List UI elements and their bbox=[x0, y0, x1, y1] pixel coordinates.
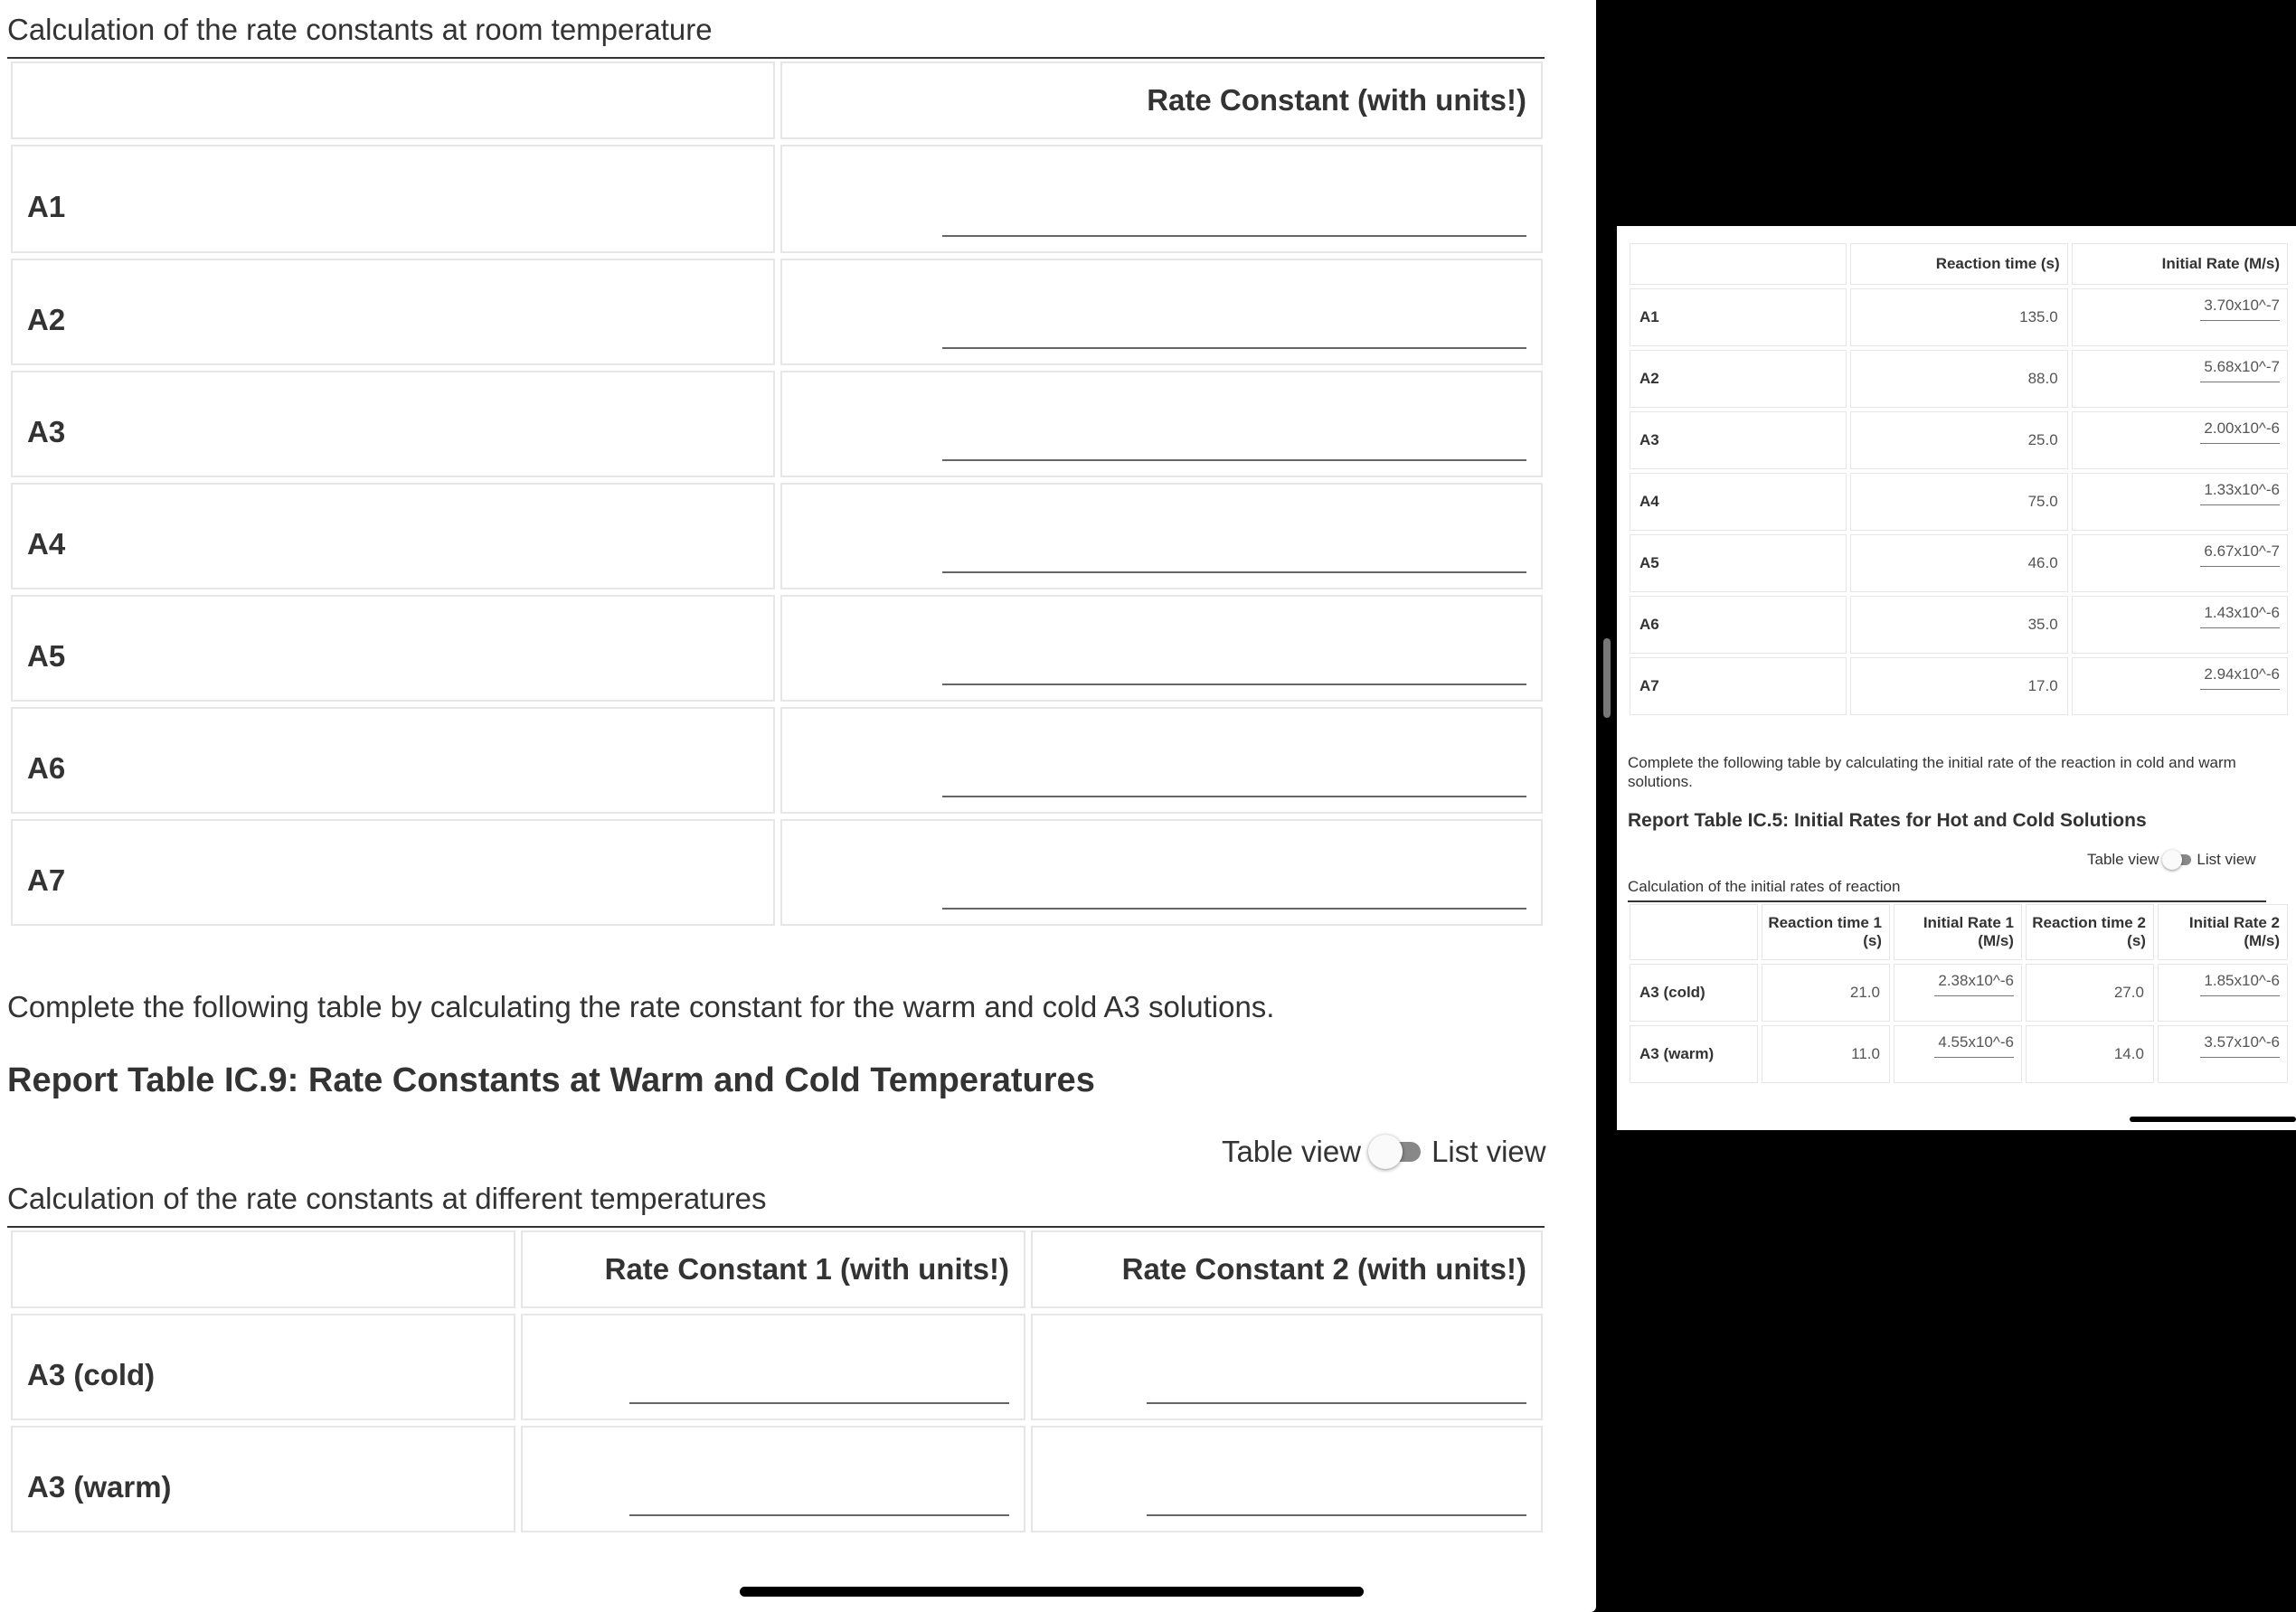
initial-rate-cell bbox=[2072, 350, 2288, 408]
warm-cold-rate-table bbox=[5, 1225, 1548, 1538]
view-toggle-switch[interactable] bbox=[1368, 1135, 1424, 1169]
reaction-time-value: 17.0 bbox=[1850, 657, 2067, 715]
initial-rate-2-value[interactable]: 1.85x10^-6 bbox=[2200, 972, 2280, 996]
initial-rate-2-header: Initial Rate 2 (M/s) bbox=[2158, 904, 2288, 960]
right-pane bbox=[1617, 226, 2296, 1130]
table-corner-cell bbox=[1630, 243, 1847, 285]
rate-constant-input-a1[interactable] bbox=[942, 235, 1526, 237]
rate-constant-2-cell-cold bbox=[1031, 1314, 1543, 1420]
rate-constant-input-a7[interactable] bbox=[942, 908, 1526, 910]
view-toggle bbox=[2087, 850, 2256, 870]
split-view-handle[interactable] bbox=[1603, 638, 1611, 718]
reaction-time-value: 25.0 bbox=[1850, 411, 2067, 469]
rate-constant-cell-a4 bbox=[780, 483, 1543, 589]
table-row bbox=[1630, 964, 2288, 1022]
view-toggle bbox=[1222, 1135, 1546, 1169]
table-header-row bbox=[1630, 904, 2288, 960]
table-row bbox=[1630, 350, 2288, 408]
table-row bbox=[11, 371, 1543, 477]
row-label-a7: A7 bbox=[11, 819, 775, 926]
rate-constant-cell-a7 bbox=[780, 819, 1543, 926]
row-label: A3 bbox=[1630, 411, 1847, 469]
initial-rate-table bbox=[1626, 240, 2291, 719]
table-row bbox=[1630, 1025, 2288, 1083]
rate-constant-input-a5[interactable] bbox=[942, 683, 1526, 685]
row-label: A3 (cold) bbox=[1630, 964, 1758, 1022]
row-label: A3 (warm) bbox=[1630, 1025, 1758, 1083]
table-row bbox=[1630, 411, 2288, 469]
initial-rate-cell bbox=[2072, 473, 2288, 531]
rate-constant-cell-a1 bbox=[780, 145, 1543, 253]
rate-constant-1-header: Rate Constant 1 (with units!) bbox=[521, 1230, 1025, 1308]
row-label-a3-cold: A3 (cold) bbox=[11, 1314, 515, 1420]
initial-rate-cell bbox=[2072, 411, 2288, 469]
initial-rate-1-value[interactable]: 2.38x10^-6 bbox=[1934, 972, 2014, 996]
initial-rates-caption: Calculation of the initial rates of reaction bbox=[1628, 878, 1901, 895]
table-row bbox=[1630, 288, 2288, 346]
initial-rate-2-cell bbox=[2158, 964, 2288, 1022]
rate-constant-header: Rate Constant (with units!) bbox=[780, 61, 1543, 139]
initial-rate-cell bbox=[2072, 657, 2288, 715]
rate-constant-1-cell-cold bbox=[521, 1314, 1025, 1420]
rate-constant-input-a3[interactable] bbox=[942, 459, 1526, 461]
table-row bbox=[1630, 657, 2288, 715]
table-view-label: Table view bbox=[2087, 851, 2159, 868]
table-row bbox=[1630, 473, 2288, 531]
reaction-time-header: Reaction time (s) bbox=[1850, 243, 2067, 285]
reaction-time-1-value: 11.0 bbox=[1762, 1025, 1890, 1083]
reaction-time-value: 75.0 bbox=[1850, 473, 2067, 531]
initial-rate-cell bbox=[2072, 596, 2288, 654]
table-row bbox=[11, 819, 1543, 926]
rate-constant-cell-a6 bbox=[780, 707, 1543, 814]
rate-constant-1-input-warm[interactable] bbox=[629, 1514, 1009, 1516]
row-label: A4 bbox=[1630, 473, 1847, 531]
initial-rate-cell bbox=[2072, 534, 2288, 592]
rate-constant-1-cell-warm bbox=[521, 1426, 1025, 1532]
table-header-row bbox=[11, 61, 1543, 139]
instruction-text: Complete the following table by calculating the rate constant for the warm and cold A3 solutions. bbox=[7, 990, 1275, 1023]
rate-constant-cell-a5 bbox=[780, 595, 1543, 702]
table-row bbox=[1630, 534, 2288, 592]
view-toggle-switch[interactable] bbox=[2162, 850, 2193, 870]
initial-rate-1-cell bbox=[1894, 964, 2022, 1022]
row-label: A2 bbox=[1630, 350, 1847, 408]
rate-constant-cell-a2 bbox=[780, 259, 1543, 365]
table-header-row bbox=[11, 1230, 1543, 1308]
home-indicator[interactable] bbox=[740, 1587, 1364, 1597]
reaction-time-2-value: 27.0 bbox=[2026, 964, 2154, 1022]
reaction-time-1-header: Reaction time 1 (s) bbox=[1762, 904, 1890, 960]
room-temp-caption: Calculation of the rate constants at room temperature bbox=[7, 13, 713, 46]
initial-rate-value[interactable]: 2.94x10^-6 bbox=[2200, 665, 2280, 690]
initial-rate-2-value[interactable]: 3.57x10^-6 bbox=[2200, 1033, 2280, 1058]
table-corner-cell bbox=[11, 61, 775, 139]
rate-constant-input-a4[interactable] bbox=[942, 571, 1526, 573]
initial-rate-value[interactable]: 2.00x10^-6 bbox=[2200, 419, 2280, 444]
home-indicator[interactable] bbox=[2130, 1117, 2296, 1122]
list-view-label: List view bbox=[2197, 851, 2256, 868]
report-table-title: Report Table IC.9: Rate Constants at Warm and Cold Temperatures bbox=[7, 1061, 1095, 1099]
table-row bbox=[11, 483, 1543, 589]
initial-rate-1-cell bbox=[1894, 1025, 2022, 1083]
rate-constant-1-input-cold[interactable] bbox=[629, 1402, 1009, 1404]
reaction-time-2-value: 14.0 bbox=[2026, 1025, 2154, 1083]
reaction-time-value: 35.0 bbox=[1850, 596, 2067, 654]
table-row bbox=[11, 707, 1543, 814]
row-label: A6 bbox=[1630, 596, 1847, 654]
initial-rate-2-cell bbox=[2158, 1025, 2288, 1083]
initial-rate-value[interactable]: 1.33x10^-6 bbox=[2200, 481, 2280, 505]
report-table-title: Report Table IC.5: Initial Rates for Hot and Cold Solutions bbox=[1628, 810, 2147, 831]
table-row bbox=[11, 145, 1543, 253]
initial-rate-cell bbox=[2072, 288, 2288, 346]
rate-constant-2-header: Rate Constant 2 (with units!) bbox=[1031, 1230, 1543, 1308]
rate-constant-2-cell-warm bbox=[1031, 1426, 1543, 1532]
reaction-time-2-header: Reaction time 2 (s) bbox=[2026, 904, 2154, 960]
instruction-text: Complete the following table by calculating the initial rate of the reaction in cold and warm solutions. bbox=[1628, 754, 2236, 790]
different-temp-caption: Calculation of the rate constants at different temperatures bbox=[7, 1182, 767, 1215]
table-row bbox=[11, 1314, 1543, 1420]
row-label-a3-warm: A3 (warm) bbox=[11, 1426, 515, 1532]
row-label: A7 bbox=[1630, 657, 1847, 715]
row-label-a5: A5 bbox=[11, 595, 775, 702]
initial-rate-value[interactable]: 3.70x10^-7 bbox=[2200, 297, 2280, 321]
row-label: A5 bbox=[1630, 534, 1847, 592]
rate-constant-cell-a3 bbox=[780, 371, 1543, 477]
initial-rate-value[interactable]: 6.67x10^-7 bbox=[2200, 542, 2280, 567]
list-view-label: List view bbox=[1431, 1135, 1546, 1168]
reaction-time-value: 46.0 bbox=[1850, 534, 2067, 592]
table-corner-cell bbox=[1630, 904, 1758, 960]
reaction-time-1-value: 21.0 bbox=[1762, 964, 1890, 1022]
hot-cold-rate-table bbox=[1626, 900, 2291, 1087]
initial-rate-value[interactable]: 5.68x10^-7 bbox=[2200, 358, 2280, 382]
rate-constant-input-a6[interactable] bbox=[942, 796, 1526, 797]
row-label: A1 bbox=[1630, 288, 1847, 346]
reaction-time-value: 135.0 bbox=[1850, 288, 2067, 346]
table-view-label: Table view bbox=[1222, 1135, 1362, 1168]
rate-constant-table bbox=[5, 56, 1548, 931]
reaction-time-value: 88.0 bbox=[1850, 350, 2067, 408]
rate-constant-2-input-cold[interactable] bbox=[1147, 1402, 1526, 1404]
table-row bbox=[11, 595, 1543, 702]
table-corner-cell bbox=[11, 1230, 515, 1308]
row-label-a1: A1 bbox=[11, 145, 775, 253]
initial-rate-1-header: Initial Rate 1 (M/s) bbox=[1894, 904, 2022, 960]
row-label-a4: A4 bbox=[11, 483, 775, 589]
table-header-row bbox=[1630, 243, 2288, 285]
initial-rate-value[interactable]: 1.43x10^-6 bbox=[2200, 604, 2280, 628]
initial-rate-header: Initial Rate (M/s) bbox=[2072, 243, 2288, 285]
row-label-a3: A3 bbox=[11, 371, 775, 477]
initial-rate-1-value[interactable]: 4.55x10^-6 bbox=[1934, 1033, 2014, 1058]
table-row bbox=[11, 259, 1543, 365]
row-label-a2: A2 bbox=[11, 259, 775, 365]
rate-constant-2-input-warm[interactable] bbox=[1147, 1514, 1526, 1516]
rate-constant-input-a2[interactable] bbox=[942, 347, 1526, 349]
table-row bbox=[11, 1426, 1543, 1532]
row-label-a6: A6 bbox=[11, 707, 775, 814]
table-row bbox=[1630, 596, 2288, 654]
